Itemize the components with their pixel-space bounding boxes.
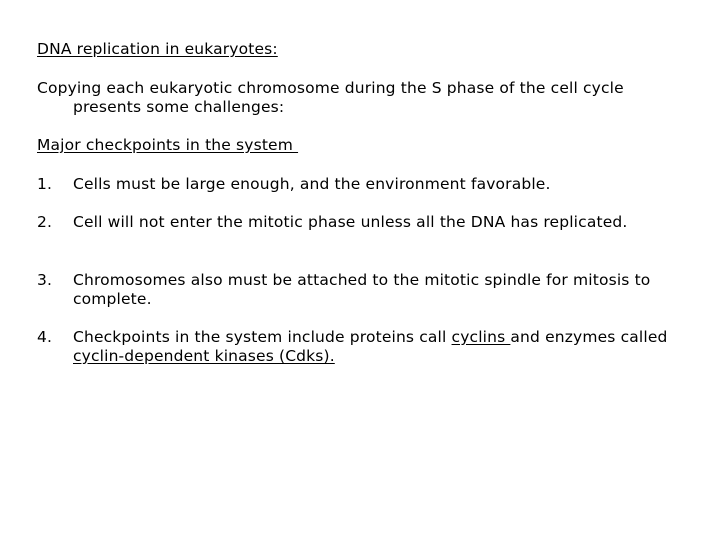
list-item-text: Cell will not enter the mitotic phase unless all the DNA has replicated.	[73, 213, 628, 231]
term-cdks: cyclin-dependent kinases (Cdks).	[73, 347, 335, 365]
list-item-number: 4.	[37, 328, 53, 346]
list-item-number: 1.	[37, 175, 53, 193]
list-item	[37, 328, 677, 366]
list-item-text-before: Checkpoints in the system include proteins call	[73, 328, 452, 346]
list-item	[37, 175, 677, 194]
term-cyclins: cyclins	[451, 328, 511, 346]
list-item-text-middle: and enzymes called	[510, 328, 668, 346]
intro-paragraph: Copying each eukaryotic chromosome during the S phase of the cell cycle presents some challenges:	[37, 79, 624, 116]
list-item-text: Cells must be large enough, and the environment favorable.	[73, 175, 551, 193]
list-item	[37, 271, 677, 309]
list-item-text	[73, 328, 677, 366]
list-item-number: 2.	[37, 213, 53, 231]
list-item	[37, 213, 677, 232]
checkpoints-subheading: Major checkpoints in the system	[37, 136, 299, 154]
list-item-text: Chromosomes also must be attached to the mitotic spindle for mitosis to complete.	[73, 271, 651, 308]
slide-title: DNA replication in eukaryotes:	[37, 40, 278, 58]
list-item-number: 3.	[37, 271, 53, 289]
